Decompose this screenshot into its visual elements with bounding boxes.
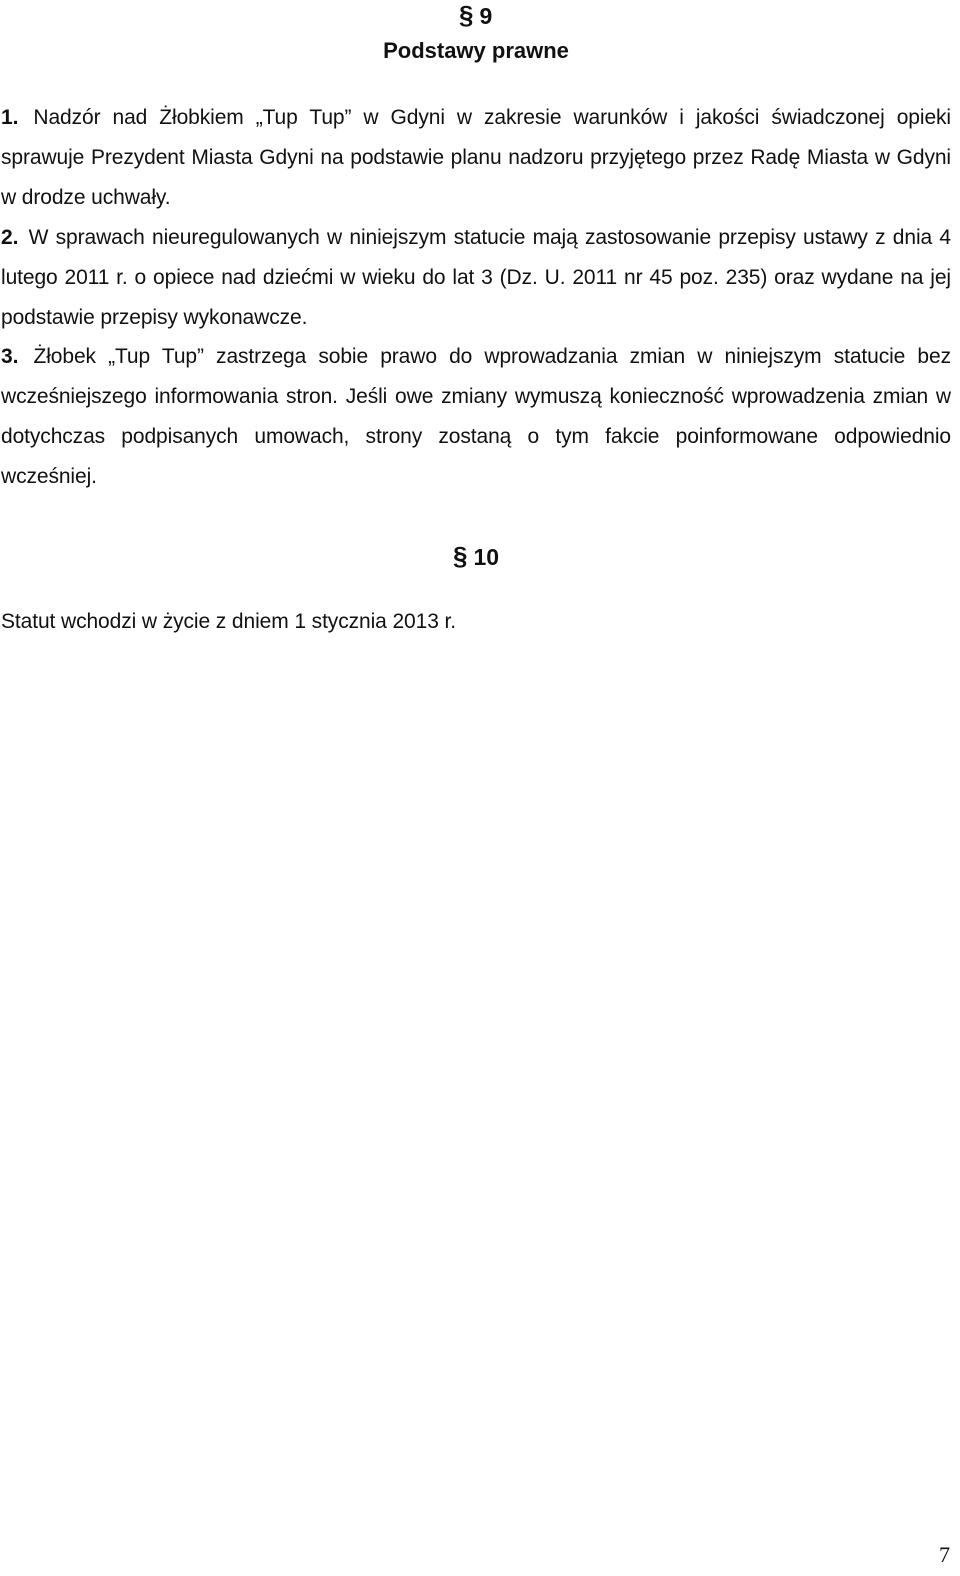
paragraph-3 [1,337,951,497]
paragraph-2-number: 2. [1,226,19,249]
page-number: 7 [939,1542,950,1567]
paragraph-1-number: 1. [1,106,19,129]
section-sign: § [453,541,468,571]
section-9-title: Podstawy prawne [383,38,569,63]
paragraph-2 [1,218,951,338]
section-9-number: 9 [479,3,493,29]
paragraph-1 [1,98,951,218]
paragraph-3-text: Żłobek „Tup Tup” zastrzega sobie prawo do wprowadzania zmian w niniejszym statucie bez wcześniejszego informowania stron. Jeśli owe zmiany wymuszą konieczność wprowadzenia zmian w dotychczas podpisanych umowach, strony zostaną o tym fakcie poinformowane odpowiednio wcześniej. [1,345,951,488]
section-10-number: 10 [473,544,500,570]
section-9-heading [459,2,492,29]
paragraph-1-text: Nadzór nad Żłobkiem „Tup Tup” w Gdyni w zakresie warunków i jakości świadczonej opieki sprawuje Prezydent Miasta Gdyni na podstawie planu nadzoru przyjętego przez Radę Miasta w Gdyni w drodze uchwały. [1,106,951,209]
section-10-text: Statut wchodzi w życie z dniem 1 stycznia 2013 r. [1,610,456,633]
paragraph-2-text: W sprawach nieuregulowanych w niniejszym statucie mają zastosowanie przepisy ustawy z dnia 4 lutego 2011 r. o opiece nad dziećmi w wieku do lat 3 (Dz. U. 2011 nr 45 poz. 235) oraz wydane na jej podstawie przepisy wykonawcze. [1,226,951,329]
section-sign: § [459,0,474,30]
paragraph-3-number: 3. [1,345,19,368]
section-10-heading [453,543,499,570]
